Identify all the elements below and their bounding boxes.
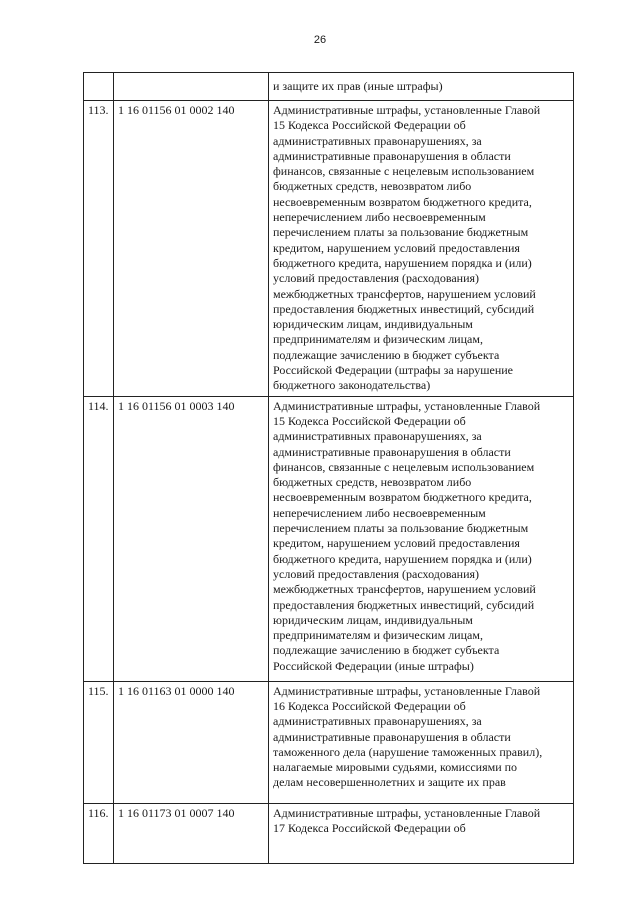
description-line: 15 Кодекса Российской Федерации об <box>273 118 466 133</box>
description-line: Административные штрафы, установленные Главой <box>273 805 541 820</box>
description-line: 16 Кодекса Российской Федерации об <box>273 698 466 713</box>
description-cell <box>269 681 574 803</box>
table-row <box>84 73 574 101</box>
description-line: Российской Федерации (штрафы за нарушение <box>273 363 513 378</box>
description-line: Российской Федерации (иные штрафы) <box>273 658 474 673</box>
description-line: условий предоставления (расходования) <box>273 271 480 286</box>
description-line: подлежащие зачислению в бюджет субъекта <box>273 643 500 658</box>
row-number: 116. <box>84 803 114 863</box>
description-line: юридическим лицам, индивидуальным <box>273 612 473 627</box>
description-line: бюджетного законодательства) <box>273 378 431 393</box>
description-line: межбюджетных трансфертов, нарушением условий <box>273 286 536 301</box>
description-line: финансов, связанные с нецелевым использованием <box>273 164 535 179</box>
description-line: административные правонарушения в области <box>273 729 511 744</box>
description-line: делам несовершеннолетних и защите их прав <box>273 775 506 790</box>
description-line: перечислением платы за пользование бюджетным <box>273 225 529 240</box>
budget-code: 1 16 01156 01 0003 140 <box>114 396 269 681</box>
row-number: 114. <box>84 396 114 681</box>
description-line: предоставления бюджетных инвестиций, субсидий <box>273 597 535 612</box>
description-cell <box>269 803 574 863</box>
description-line: таможенного дела (нарушение таможенных правил), <box>273 744 543 759</box>
budget-code: 1 16 01173 01 0007 140 <box>114 803 269 863</box>
description-cell <box>269 73 574 101</box>
description-cell <box>269 101 574 397</box>
description-line: 15 Кодекса Российской Федерации об <box>273 413 466 428</box>
description-line: административных правонарушениях, за <box>273 133 482 148</box>
row-number: 115. <box>84 681 114 803</box>
description-line: кредитом, нарушением условий предоставления <box>273 240 520 255</box>
row-number <box>84 73 114 101</box>
description-line: неперечислением либо несвоевременным <box>273 210 486 225</box>
description-line: предпринимателям и физическим лицам, <box>273 332 483 347</box>
page-number: 26 <box>313 34 327 46</box>
description-line: бюджетных средств, невозвратом либо <box>273 179 472 194</box>
description-line: бюджетного кредита, нарушением порядка и (или) <box>273 551 532 566</box>
description-line: перечислением платы за пользование бюджетным <box>273 521 529 536</box>
description-line: бюджетных средств, невозвратом либо <box>273 475 472 490</box>
description-line: предпринимателям и физическим лицам, <box>273 628 483 643</box>
description-line: налагаемые мировыми судьями, комиссиями по <box>273 760 518 775</box>
description-line: неперечислением либо несвоевременным <box>273 505 486 520</box>
description-line: кредитом, нарушением условий предоставления <box>273 536 520 551</box>
row-number: 113. <box>84 101 114 397</box>
description-line: Административные штрафы, установленные Главой <box>273 103 541 117</box>
table-row <box>84 681 574 803</box>
description-line: предоставления бюджетных инвестиций, субсидий <box>273 301 535 316</box>
description-line: условий предоставления (расходования) <box>273 566 480 581</box>
description-line: административные правонарушения в области <box>273 444 511 459</box>
description-line: подлежащие зачислению в бюджет субъекта <box>273 347 500 362</box>
table-row <box>84 396 574 681</box>
description-line: несвоевременным возвратом бюджетного кредита, <box>273 490 532 505</box>
budget-code <box>114 73 269 101</box>
description-line: несвоевременным возвратом бюджетного кредита, <box>273 194 532 209</box>
description-line: административных правонарушениях, за <box>273 714 482 729</box>
description-line: административных правонарушениях, за <box>273 429 482 444</box>
description-line: Административные штрафы, установленные Главой <box>273 683 541 698</box>
description-line: финансов, связанные с нецелевым использованием <box>273 459 535 474</box>
description-line: Административные штрафы, установленные Главой <box>273 398 541 413</box>
description-line: административные правонарушения в области <box>273 148 511 163</box>
description-line: бюджетного кредита, нарушением порядка и (или) <box>273 255 532 270</box>
budget-code: 1 16 01163 01 0000 140 <box>114 681 269 803</box>
description-line: 17 Кодекса Российской Федерации об <box>273 820 466 835</box>
budget-code: 1 16 01156 01 0002 140 <box>114 101 269 397</box>
table-row <box>84 101 574 397</box>
description-cell <box>269 396 574 681</box>
description-line: юридическим лицам, индивидуальным <box>273 317 473 332</box>
table-row <box>84 803 574 863</box>
description-line: межбюджетных трансфертов, нарушением условий <box>273 582 536 597</box>
description-line: и защите их прав (иные штрафы) <box>273 79 443 93</box>
table-body <box>84 73 574 864</box>
budget-codes-table <box>83 72 574 864</box>
